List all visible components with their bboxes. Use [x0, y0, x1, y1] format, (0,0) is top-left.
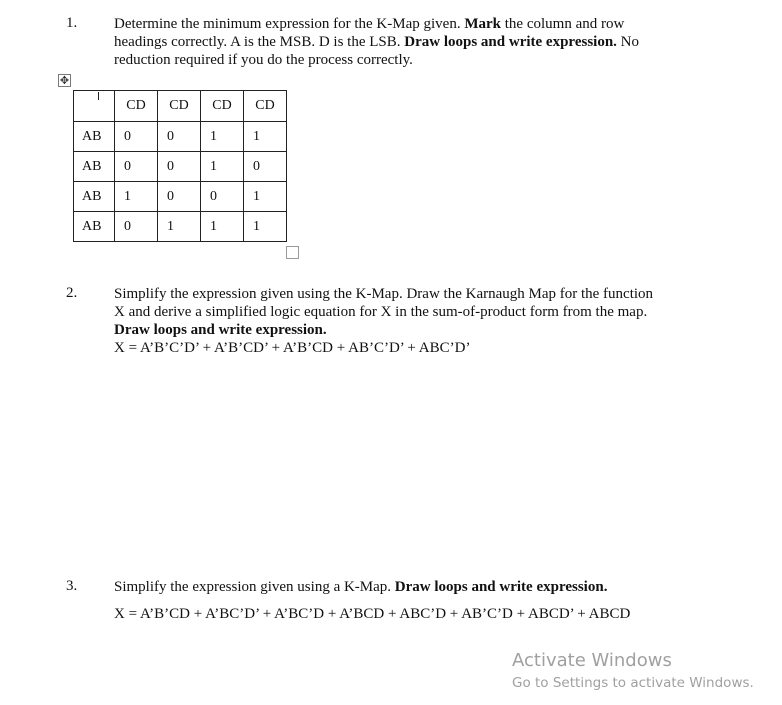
question-2-line-1: Simplify the expression given using the K-Map. Draw the Karnaugh Map for the function	[114, 286, 654, 302]
kmap-row-header[interactable]: AB	[74, 122, 115, 152]
kmap-cell[interactable]: 0	[201, 182, 244, 212]
question-3-number: 3.	[66, 578, 78, 594]
q1-line1-part-c: the column and row	[501, 16, 625, 32]
kmap-row	[74, 152, 287, 182]
question-2-bold: Draw loops and write expression.	[114, 322, 327, 338]
question-1-line-1	[114, 15, 704, 33]
q1-line2-bold: Draw loops and write expression.	[404, 34, 617, 50]
kmap-cell[interactable]: 0	[244, 152, 287, 182]
kmap-cell[interactable]: 1	[244, 182, 287, 212]
kmap-col-header[interactable]: CD	[115, 91, 158, 122]
kmap-col-header[interactable]: CD	[244, 91, 287, 122]
kmap-row-header[interactable]: AB	[74, 152, 115, 182]
kmap-row-header[interactable]: AB	[74, 212, 115, 242]
question-2-text	[114, 285, 704, 357]
question-3-line-1	[114, 578, 754, 596]
q1-line2-part-a: headings correctly. A is the MSB. D is the LSB.	[114, 34, 405, 50]
kmap-row	[74, 212, 287, 242]
activate-windows-subtitle: Go to Settings to activate Windows.	[512, 675, 754, 691]
kmap-row	[74, 122, 287, 152]
kmap-table	[73, 90, 287, 242]
kmap-cell[interactable]: 1	[201, 152, 244, 182]
kmap-col-header[interactable]: CD	[158, 91, 201, 122]
question-1-line-2	[114, 33, 704, 51]
kmap-cell[interactable]: 1	[201, 212, 244, 242]
kmap-header-row	[74, 91, 287, 122]
q1-line1-part-a: Determine the minimum expression for the K-Map given.	[114, 16, 465, 32]
move-handle-icon[interactable]: ✥	[59, 74, 70, 87]
q1-line2-part-c: No	[616, 34, 640, 50]
kmap-col-header[interactable]: CD	[201, 91, 244, 122]
kmap-cell[interactable]: 1	[201, 122, 244, 152]
q3-line1-bold: Draw loops and write expression.	[394, 579, 608, 595]
resize-handle-icon[interactable]	[286, 246, 299, 259]
kmap-row-header[interactable]: AB	[74, 182, 115, 212]
kmap-cell[interactable]: 1	[244, 122, 287, 152]
question-2-line-2: X and derive a simplified logic equation for X in the sum-of-product form from the map.	[114, 304, 648, 320]
kmap-cell[interactable]: 0	[158, 152, 201, 182]
kmap-corner-cell[interactable]	[74, 91, 115, 122]
kmap-cell[interactable]: 1	[244, 212, 287, 242]
question-2-expression: X = A’B’C’D’ + A’B’CD’ + A’B’CD + AB’C’D’ + ABC’D’	[114, 340, 471, 356]
kmap-cell[interactable]: 0	[115, 212, 158, 242]
q3-line1-part-a: Simplify the expression given using a K-Map.	[114, 579, 395, 595]
kmap-cell[interactable]: 0	[115, 152, 158, 182]
activate-windows-title: Activate Windows	[512, 650, 672, 671]
question-3-text	[114, 578, 754, 623]
q1-line1-bold: Mark	[464, 16, 502, 32]
kmap-cell[interactable]: 1	[158, 212, 201, 242]
kmap-cell[interactable]: 0	[158, 122, 201, 152]
corner-tick-mark	[98, 92, 99, 100]
kmap-cell[interactable]: 1	[115, 182, 158, 212]
activate-windows-watermark	[512, 650, 754, 692]
question-1-number: 1.	[66, 15, 78, 31]
question-2-number: 2.	[66, 285, 78, 301]
question-1-line-3: reduction required if you do the process correctly.	[114, 52, 413, 68]
question-2-line-3	[114, 321, 704, 339]
kmap-cell[interactable]: 0	[115, 122, 158, 152]
kmap-cell[interactable]: 0	[158, 182, 201, 212]
kmap-row	[74, 182, 287, 212]
question-1-text	[114, 15, 704, 69]
question-3-expression: X = A’B’CD + A’BC’D’ + A’BC’D + A’BCD + ABC’D + AB’C’D + ABCD’ + ABCD	[114, 606, 631, 622]
